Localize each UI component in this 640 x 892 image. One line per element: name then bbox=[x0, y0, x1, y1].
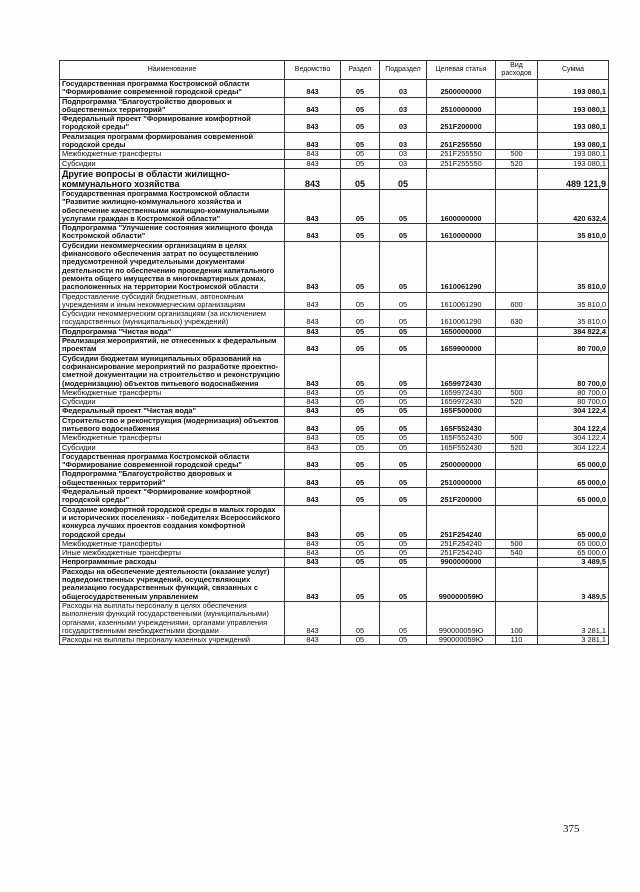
row-target-article: 251F200000 bbox=[427, 488, 496, 506]
row-name: Создание комфортной городской среды в малых городах и исторических поселениях - победителях Всероссийского конкурса лучших проектов создания комфортной городской среды bbox=[60, 505, 285, 539]
table-row bbox=[60, 505, 609, 539]
row-name: Другие вопросы в области жилищно-коммунального хозяйства bbox=[60, 168, 285, 189]
row-sum: 193 080,1 bbox=[538, 115, 609, 133]
row-razdel: 05 bbox=[341, 549, 380, 558]
row-podrazdel: 05 bbox=[380, 337, 427, 355]
row-name: Расходы на выплаты персоналу казенных учреждений bbox=[60, 636, 285, 645]
row-podrazdel: 05 bbox=[380, 224, 427, 242]
row-podrazdel: 03 bbox=[380, 97, 427, 115]
row-sum: 35 810,0 bbox=[538, 292, 609, 310]
table-row bbox=[60, 224, 609, 242]
row-podrazdel: 05 bbox=[380, 549, 427, 558]
row-name: Межбюджетные трансферты bbox=[60, 150, 285, 159]
row-target-article: 1659972430 bbox=[427, 388, 496, 397]
row-razdel: 05 bbox=[341, 539, 380, 548]
row-vedomstvo: 843 bbox=[285, 310, 341, 328]
row-expense-type: 500 bbox=[496, 539, 538, 548]
row-name: Субсидии некоммерческим организациям (за исключением государственных (муниципальных) учреждений) bbox=[60, 310, 285, 328]
table-row bbox=[60, 80, 609, 98]
row-vedomstvo: 843 bbox=[285, 407, 341, 416]
row-target-article: 251F254240 bbox=[427, 549, 496, 558]
row-name: Подпрограмма "Чистая вода" bbox=[60, 327, 285, 336]
row-target-article: 1610061290 bbox=[427, 310, 496, 328]
row-vedomstvo: 843 bbox=[285, 398, 341, 407]
row-sum: 35 810,0 bbox=[538, 310, 609, 328]
row-expense-type: 520 bbox=[496, 159, 538, 168]
row-sum: 65 000,0 bbox=[538, 470, 609, 488]
table-row bbox=[60, 470, 609, 488]
row-expense-type bbox=[496, 241, 538, 292]
row-podrazdel: 05 bbox=[380, 636, 427, 645]
row-name: Подпрограмма "Улучшение состояния жилищного фонда Костромской области" bbox=[60, 224, 285, 242]
row-sum: 304 122,4 bbox=[538, 416, 609, 434]
row-vedomstvo: 843 bbox=[285, 567, 341, 601]
row-razdel: 05 bbox=[341, 601, 380, 635]
table-row bbox=[60, 327, 609, 336]
row-sum: 304 122,4 bbox=[538, 443, 609, 452]
header-target-article: Целевая статья bbox=[427, 61, 496, 80]
row-sum: 80 700,0 bbox=[538, 398, 609, 407]
row-target-article: 165F552430 bbox=[427, 434, 496, 443]
row-sum: 193 080,1 bbox=[538, 150, 609, 159]
table-row bbox=[60, 567, 609, 601]
row-vedomstvo: 843 bbox=[285, 132, 341, 150]
row-sum: 193 080,1 bbox=[538, 132, 609, 150]
row-target-article: 2500000000 bbox=[427, 452, 496, 470]
row-target-article: 251F255550 bbox=[427, 150, 496, 159]
row-vedomstvo: 843 bbox=[285, 388, 341, 397]
row-vedomstvo: 843 bbox=[285, 470, 341, 488]
row-expense-type bbox=[496, 189, 538, 223]
row-name: Иные межбюджетные трансферты bbox=[60, 549, 285, 558]
row-sum: 420 632,4 bbox=[538, 189, 609, 223]
table-row bbox=[60, 292, 609, 310]
row-vedomstvo: 843 bbox=[285, 505, 341, 539]
row-sum: 80 700,0 bbox=[538, 388, 609, 397]
row-podrazdel: 05 bbox=[380, 488, 427, 506]
row-name: Межбюджетные трансферты bbox=[60, 388, 285, 397]
row-sum: 35 810,0 bbox=[538, 224, 609, 242]
row-vedomstvo: 843 bbox=[285, 488, 341, 506]
row-expense-type bbox=[496, 407, 538, 416]
row-vedomstvo: 843 bbox=[285, 549, 341, 558]
row-vedomstvo: 843 bbox=[285, 327, 341, 336]
row-expense-type bbox=[496, 80, 538, 98]
row-sum: 193 080,1 bbox=[538, 159, 609, 168]
table-row bbox=[60, 150, 609, 159]
row-name: Федеральный проект "Чистая вода" bbox=[60, 407, 285, 416]
row-expense-type bbox=[496, 488, 538, 506]
row-vedomstvo: 843 bbox=[285, 168, 341, 189]
row-name: Межбюджетные трансферты bbox=[60, 434, 285, 443]
row-vedomstvo: 843 bbox=[285, 292, 341, 310]
header-razdel: Раздел bbox=[341, 61, 380, 80]
row-vedomstvo: 843 bbox=[285, 97, 341, 115]
row-razdel: 05 bbox=[341, 132, 380, 150]
row-target-article: 165F552430 bbox=[427, 443, 496, 452]
row-razdel: 05 bbox=[341, 189, 380, 223]
row-expense-type bbox=[496, 505, 538, 539]
row-vedomstvo: 843 bbox=[285, 636, 341, 645]
row-target-article: 990000059Ю bbox=[427, 601, 496, 635]
row-sum: 65 000,0 bbox=[538, 452, 609, 470]
row-razdel: 05 bbox=[341, 241, 380, 292]
row-sum: 3 489,5 bbox=[538, 558, 609, 567]
row-target-article: 1659900000 bbox=[427, 337, 496, 355]
row-expense-type: 520 bbox=[496, 398, 538, 407]
row-razdel: 05 bbox=[341, 310, 380, 328]
row-podrazdel: 05 bbox=[380, 168, 427, 189]
row-razdel: 05 bbox=[341, 558, 380, 567]
row-podrazdel: 05 bbox=[380, 189, 427, 223]
row-podrazdel: 03 bbox=[380, 150, 427, 159]
row-expense-type bbox=[496, 354, 538, 388]
row-expense-type bbox=[496, 337, 538, 355]
table-row bbox=[60, 132, 609, 150]
row-podrazdel: 05 bbox=[380, 443, 427, 452]
row-razdel: 05 bbox=[341, 434, 380, 443]
table-row bbox=[60, 354, 609, 388]
row-expense-type: 500 bbox=[496, 434, 538, 443]
header-vedomstvo: Ведомство bbox=[285, 61, 341, 80]
row-name: Реализация мероприятий, не отнесенных к федеральным проектам bbox=[60, 337, 285, 355]
row-target-article: 251F254240 bbox=[427, 539, 496, 548]
row-sum: 3 281,1 bbox=[538, 601, 609, 635]
row-vedomstvo: 843 bbox=[285, 601, 341, 635]
row-expense-type: 500 bbox=[496, 150, 538, 159]
row-name: Субсидии бюджетам муниципальных образований на софинансирование мероприятий по разработке проектно-сметной документации на строительство и реконструкцию (модернизацию) объектов питьевого водоснабжения bbox=[60, 354, 285, 388]
row-target-article: 1610000000 bbox=[427, 224, 496, 242]
row-razdel: 05 bbox=[341, 398, 380, 407]
row-target-article bbox=[427, 168, 496, 189]
table-row bbox=[60, 407, 609, 416]
row-expense-type: 540 bbox=[496, 549, 538, 558]
row-vedomstvo: 843 bbox=[285, 539, 341, 548]
row-vedomstvo: 843 bbox=[285, 241, 341, 292]
row-expense-type: 600 bbox=[496, 292, 538, 310]
row-target-article: 251F255550 bbox=[427, 132, 496, 150]
row-target-article: 165F500000 bbox=[427, 407, 496, 416]
table-row bbox=[60, 488, 609, 506]
row-razdel: 05 bbox=[341, 354, 380, 388]
row-expense-type: 520 bbox=[496, 443, 538, 452]
row-expense-type bbox=[496, 327, 538, 336]
row-podrazdel: 05 bbox=[380, 327, 427, 336]
row-sum: 384 822,4 bbox=[538, 327, 609, 336]
row-podrazdel: 03 bbox=[380, 159, 427, 168]
row-podrazdel: 05 bbox=[380, 452, 427, 470]
table-row bbox=[60, 539, 609, 548]
row-razdel: 05 bbox=[341, 115, 380, 133]
row-sum: 65 000,0 bbox=[538, 505, 609, 539]
row-vedomstvo: 843 bbox=[285, 416, 341, 434]
row-podrazdel: 03 bbox=[380, 80, 427, 98]
row-podrazdel: 05 bbox=[380, 310, 427, 328]
table-row bbox=[60, 549, 609, 558]
table-row bbox=[60, 452, 609, 470]
row-sum: 193 080,1 bbox=[538, 80, 609, 98]
row-name: Непрограммные расходы bbox=[60, 558, 285, 567]
row-vedomstvo: 843 bbox=[285, 434, 341, 443]
row-podrazdel: 05 bbox=[380, 416, 427, 434]
row-target-article: 251F255550 bbox=[427, 159, 496, 168]
row-vedomstvo: 843 bbox=[285, 224, 341, 242]
table-body bbox=[60, 80, 609, 645]
row-vedomstvo: 843 bbox=[285, 443, 341, 452]
row-expense-type bbox=[496, 132, 538, 150]
row-expense-type: 100 bbox=[496, 601, 538, 635]
row-expense-type: 110 bbox=[496, 636, 538, 645]
header-name: Наименование bbox=[60, 61, 285, 80]
row-podrazdel: 05 bbox=[380, 567, 427, 601]
table-row bbox=[60, 168, 609, 189]
row-vedomstvo: 843 bbox=[285, 150, 341, 159]
row-name: Субсидии некоммерческим организациям в целях финансового обеспечения затрат по осуществлению предусмотренной учредительными документами деятельности по обеспечению проведения капитального ремонта общего имущества в многоквартирных домах, расположенных на территории Костромской области bbox=[60, 241, 285, 292]
row-name: Субсидии bbox=[60, 159, 285, 168]
row-target-article: 2500000000 bbox=[427, 80, 496, 98]
row-podrazdel: 03 bbox=[380, 115, 427, 133]
row-razdel: 05 bbox=[341, 224, 380, 242]
row-podrazdel: 05 bbox=[380, 558, 427, 567]
header-expense-type: Вид расходов bbox=[496, 61, 538, 80]
row-vedomstvo: 843 bbox=[285, 159, 341, 168]
row-razdel: 05 bbox=[341, 407, 380, 416]
budget-table bbox=[59, 60, 609, 645]
row-expense-type bbox=[496, 168, 538, 189]
table-row bbox=[60, 434, 609, 443]
row-razdel: 05 bbox=[341, 388, 380, 397]
row-podrazdel: 03 bbox=[380, 132, 427, 150]
row-razdel: 05 bbox=[341, 636, 380, 645]
row-podrazdel: 05 bbox=[380, 398, 427, 407]
row-razdel: 05 bbox=[341, 150, 380, 159]
row-target-article: 1650000000 bbox=[427, 327, 496, 336]
row-target-article: 1659972430 bbox=[427, 354, 496, 388]
row-podrazdel: 05 bbox=[380, 505, 427, 539]
table-row bbox=[60, 558, 609, 567]
row-name: Предоставление субсидий бюджетным, автономным учреждениям и иным некоммерческим организациям bbox=[60, 292, 285, 310]
row-name: Расходы на обеспечение деятельности (оказание услуг) подведомственных учреждений, осуществляющих реализацию государственных функций, связанных с общегосударственным управлением bbox=[60, 567, 285, 601]
table-row bbox=[60, 159, 609, 168]
row-expense-type bbox=[496, 470, 538, 488]
row-expense-type bbox=[496, 416, 538, 434]
row-name: Государственная программа Костромской области "Формирование современной городской среды" bbox=[60, 452, 285, 470]
row-name: Межбюджетные трансферты bbox=[60, 539, 285, 548]
row-name: Субсидии bbox=[60, 443, 285, 452]
row-podrazdel: 05 bbox=[380, 388, 427, 397]
row-sum: 65 000,0 bbox=[538, 549, 609, 558]
row-sum: 489 121,9 bbox=[538, 168, 609, 189]
row-target-article: 990000059Ю bbox=[427, 567, 496, 601]
table-header-row bbox=[60, 61, 609, 80]
row-target-article: 251F254240 bbox=[427, 505, 496, 539]
row-expense-type bbox=[496, 567, 538, 601]
header-podrazdel: Подраздел bbox=[380, 61, 427, 80]
row-sum: 35 810,0 bbox=[538, 241, 609, 292]
row-podrazdel: 05 bbox=[380, 407, 427, 416]
row-razdel: 05 bbox=[341, 327, 380, 336]
row-sum: 65 000,0 bbox=[538, 488, 609, 506]
page-number: 375 bbox=[563, 823, 580, 835]
row-expense-type bbox=[496, 97, 538, 115]
row-podrazdel: 05 bbox=[380, 601, 427, 635]
row-sum: 65 000,0 bbox=[538, 539, 609, 548]
row-vedomstvo: 843 bbox=[285, 337, 341, 355]
row-target-article: 1610061290 bbox=[427, 292, 496, 310]
table-row bbox=[60, 310, 609, 328]
row-razdel: 05 bbox=[341, 159, 380, 168]
table-row bbox=[60, 241, 609, 292]
row-name: Федеральный проект "Формирование комфортной городской среды" bbox=[60, 115, 285, 133]
row-sum: 3 489,5 bbox=[538, 567, 609, 601]
row-razdel: 05 bbox=[341, 337, 380, 355]
table-row bbox=[60, 416, 609, 434]
row-vedomstvo: 843 bbox=[285, 354, 341, 388]
row-target-article: 990000059Ю bbox=[427, 636, 496, 645]
table-row bbox=[60, 398, 609, 407]
row-sum: 3 281,1 bbox=[538, 636, 609, 645]
row-name: Субсидии bbox=[60, 398, 285, 407]
row-target-article: 251F200000 bbox=[427, 115, 496, 133]
row-expense-type bbox=[496, 224, 538, 242]
row-podrazdel: 05 bbox=[380, 539, 427, 548]
row-name: Государственная программа Костромской области "Развитие жилищно-коммунального хозяйства и обеспечение качественными жилищно-коммунальными услугами граждан в Костромской области" bbox=[60, 189, 285, 223]
table-row bbox=[60, 337, 609, 355]
row-target-article: 1610061290 bbox=[427, 241, 496, 292]
header-sum: Сумма bbox=[538, 61, 609, 80]
row-vedomstvo: 843 bbox=[285, 452, 341, 470]
row-razdel: 05 bbox=[341, 97, 380, 115]
table-row bbox=[60, 636, 609, 645]
row-razdel: 05 bbox=[341, 452, 380, 470]
table-row bbox=[60, 443, 609, 452]
row-razdel: 05 bbox=[341, 470, 380, 488]
row-vedomstvo: 843 bbox=[285, 189, 341, 223]
row-sum: 304 122,4 bbox=[538, 407, 609, 416]
row-razdel: 05 bbox=[341, 416, 380, 434]
row-razdel: 05 bbox=[341, 443, 380, 452]
row-vedomstvo: 843 bbox=[285, 80, 341, 98]
row-name: Подпрограмма "Благоустройство дворовых и общественных территорий" bbox=[60, 97, 285, 115]
row-sum: 304 122,4 bbox=[538, 434, 609, 443]
row-vedomstvo: 843 bbox=[285, 115, 341, 133]
table-row bbox=[60, 601, 609, 635]
row-target-article: 2510000000 bbox=[427, 97, 496, 115]
row-podrazdel: 05 bbox=[380, 354, 427, 388]
row-name: Подпрограмма "Благоустройство дворовых и общественных территорий" bbox=[60, 470, 285, 488]
row-razdel: 05 bbox=[341, 567, 380, 601]
row-podrazdel: 05 bbox=[380, 470, 427, 488]
row-target-article: 1659972430 bbox=[427, 398, 496, 407]
row-razdel: 05 bbox=[341, 488, 380, 506]
row-expense-type bbox=[496, 115, 538, 133]
row-podrazdel: 05 bbox=[380, 241, 427, 292]
row-expense-type: 500 bbox=[496, 388, 538, 397]
row-name: Строительство и реконструкция (модернизация) объектов питьевого водоснабжения bbox=[60, 416, 285, 434]
row-expense-type bbox=[496, 452, 538, 470]
row-vedomstvo: 843 bbox=[285, 558, 341, 567]
row-razdel: 05 bbox=[341, 80, 380, 98]
table-row bbox=[60, 97, 609, 115]
row-target-article: 165F552430 bbox=[427, 416, 496, 434]
row-sum: 80 700,0 bbox=[538, 337, 609, 355]
row-sum: 193 080,1 bbox=[538, 97, 609, 115]
row-podrazdel: 05 bbox=[380, 434, 427, 443]
table-row bbox=[60, 189, 609, 223]
table-row bbox=[60, 388, 609, 397]
row-sum: 80 700,0 bbox=[538, 354, 609, 388]
row-podrazdel: 05 bbox=[380, 292, 427, 310]
row-razdel: 05 bbox=[341, 292, 380, 310]
row-expense-type bbox=[496, 558, 538, 567]
row-name: Реализация программ формирования современной городской среды bbox=[60, 132, 285, 150]
row-target-article: 2510000000 bbox=[427, 470, 496, 488]
row-target-article: 1600000000 bbox=[427, 189, 496, 223]
row-target-article: 9900000000 bbox=[427, 558, 496, 567]
table-row bbox=[60, 115, 609, 133]
row-razdel: 05 bbox=[341, 505, 380, 539]
row-name: Расходы на выплаты персоналу в целях обеспечения выполнения функций государственными (муниципальными) органами, казенными учреждениями, органами управления государственными внебюджетными фондами bbox=[60, 601, 285, 635]
row-name: Государственная программа Костромской области "Формирование современной городской среды" bbox=[60, 80, 285, 98]
row-razdel: 05 bbox=[341, 168, 380, 189]
row-name: Федеральный проект "Формирование комфортной городской среды" bbox=[60, 488, 285, 506]
row-expense-type: 630 bbox=[496, 310, 538, 328]
